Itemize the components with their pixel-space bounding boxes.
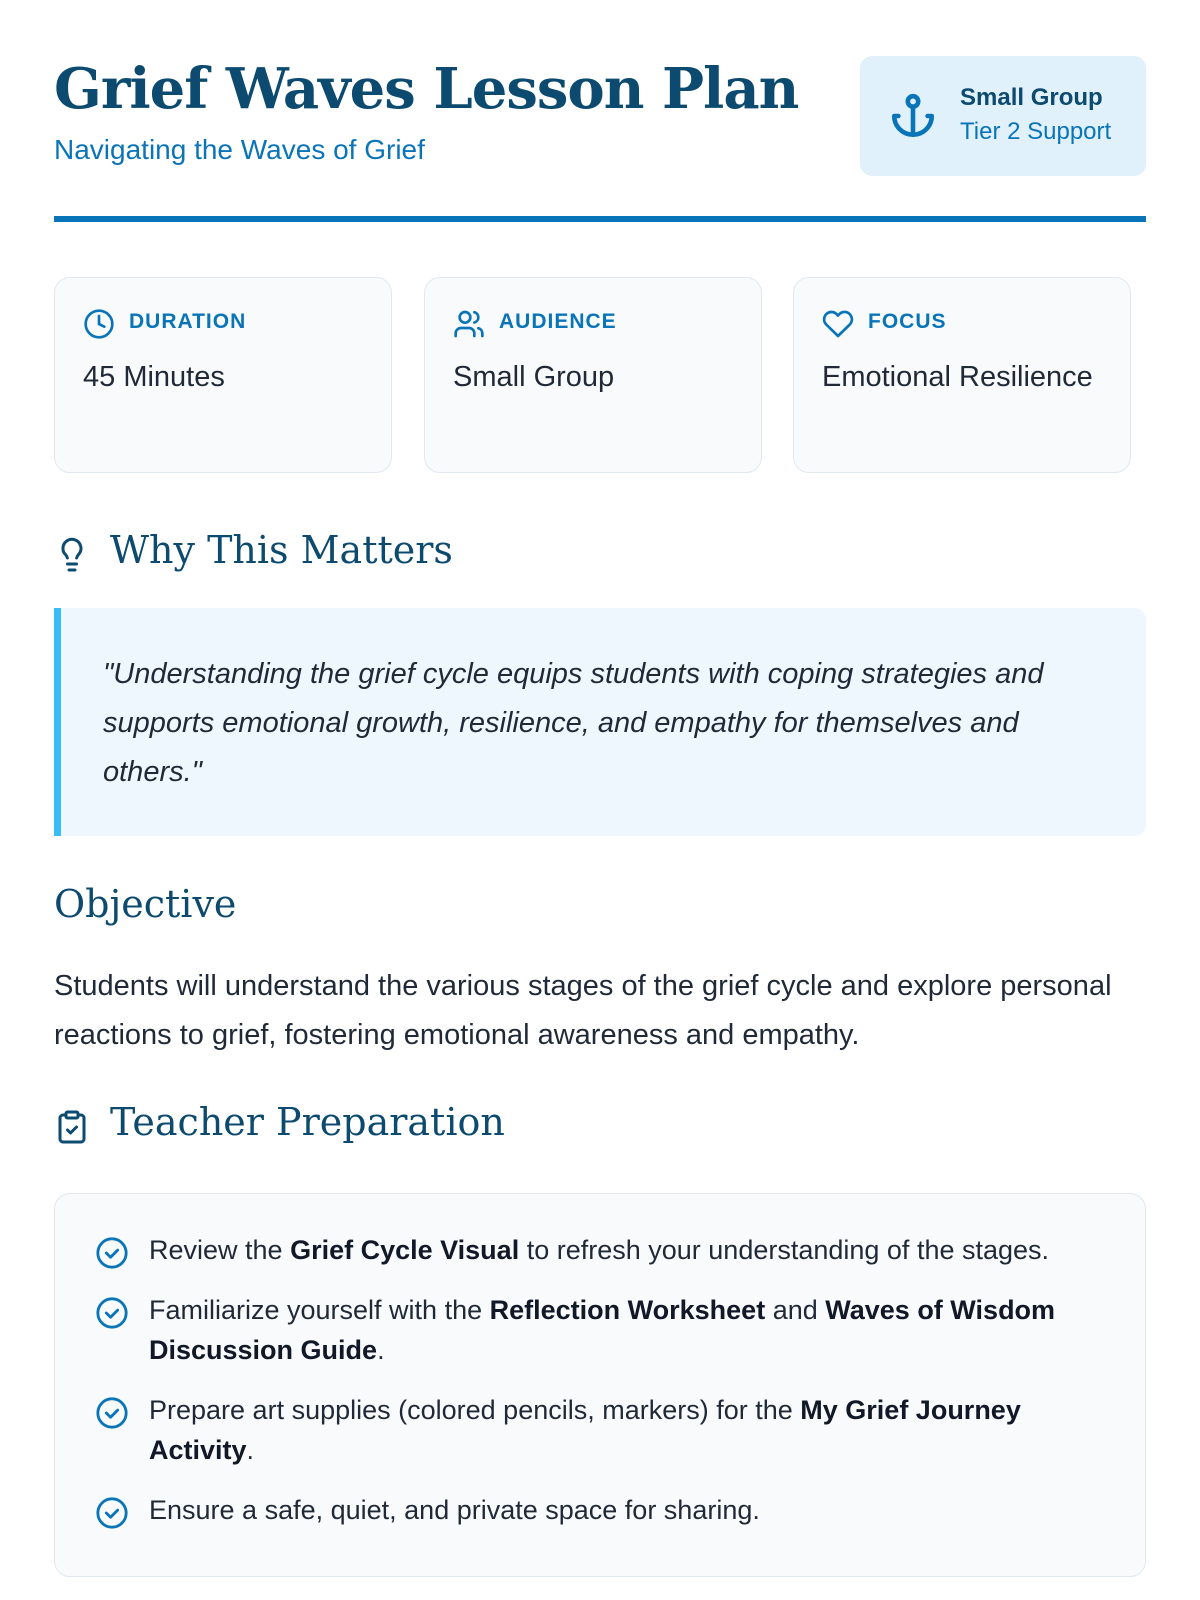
audience-label: AUDIENCE	[499, 310, 617, 333]
focus-card	[793, 277, 1131, 473]
lightbulb-icon	[54, 534, 90, 576]
check-circle-icon	[95, 1236, 129, 1270]
why-heading-text: Why This Matters	[110, 528, 453, 572]
badge-group-label: Small Group	[960, 84, 1103, 111]
audience-value: Small Group	[453, 361, 615, 393]
list-item-text: Prepare art supplies (colored pencils, markers) for the My Grief Journey Activity.	[149, 1395, 1021, 1465]
anchor-icon	[888, 88, 938, 144]
audience-card	[424, 277, 762, 473]
list-item-text: Ensure a safe, quiet, and private space for sharing.	[149, 1495, 760, 1525]
objective-text: Students will understand the various stages of the grief cycle and explore personal reactions to grief, fostering emotional awareness and empathy.	[54, 970, 1112, 1051]
why-quote: "Understanding the grief cycle equips students with coping strategies and supports emotional growth, resilience, and empathy for themselves and others."	[54, 608, 1146, 836]
prep-heading-text: Teacher Preparation	[110, 1100, 505, 1144]
check-circle-icon	[95, 1396, 129, 1430]
heart-icon	[822, 308, 854, 340]
page-header	[54, 0, 1146, 222]
list-item-text: Familiarize yourself with the Reflection Worksheet and Waves of Wisdom Discussion Guide.	[149, 1295, 1056, 1365]
page-subtitle: Navigating the Waves of Grief	[54, 134, 425, 165]
badge-tier-label: Tier 2 Support	[960, 118, 1112, 145]
duration-value: 45 Minutes	[83, 361, 225, 393]
focus-value: Emotional Resilience	[822, 361, 1093, 393]
duration-label: DURATION	[129, 310, 247, 333]
duration-card	[54, 277, 392, 473]
check-circle-icon	[95, 1296, 129, 1330]
users-icon	[453, 308, 485, 340]
group-badge	[860, 56, 1146, 176]
list-item-text: Review the Grief Cycle Visual to refresh your understanding of the stages.	[149, 1235, 1050, 1265]
clipboard-check-icon	[54, 1106, 90, 1148]
objective-heading-text: Objective	[54, 882, 237, 926]
prep-checklist	[54, 1193, 1146, 1577]
clock-icon	[83, 308, 115, 340]
check-circle-icon	[95, 1496, 129, 1530]
info-cards	[54, 277, 1146, 473]
page-title: Grief Waves Lesson Plan	[54, 56, 799, 122]
focus-label: FOCUS	[868, 310, 947, 333]
